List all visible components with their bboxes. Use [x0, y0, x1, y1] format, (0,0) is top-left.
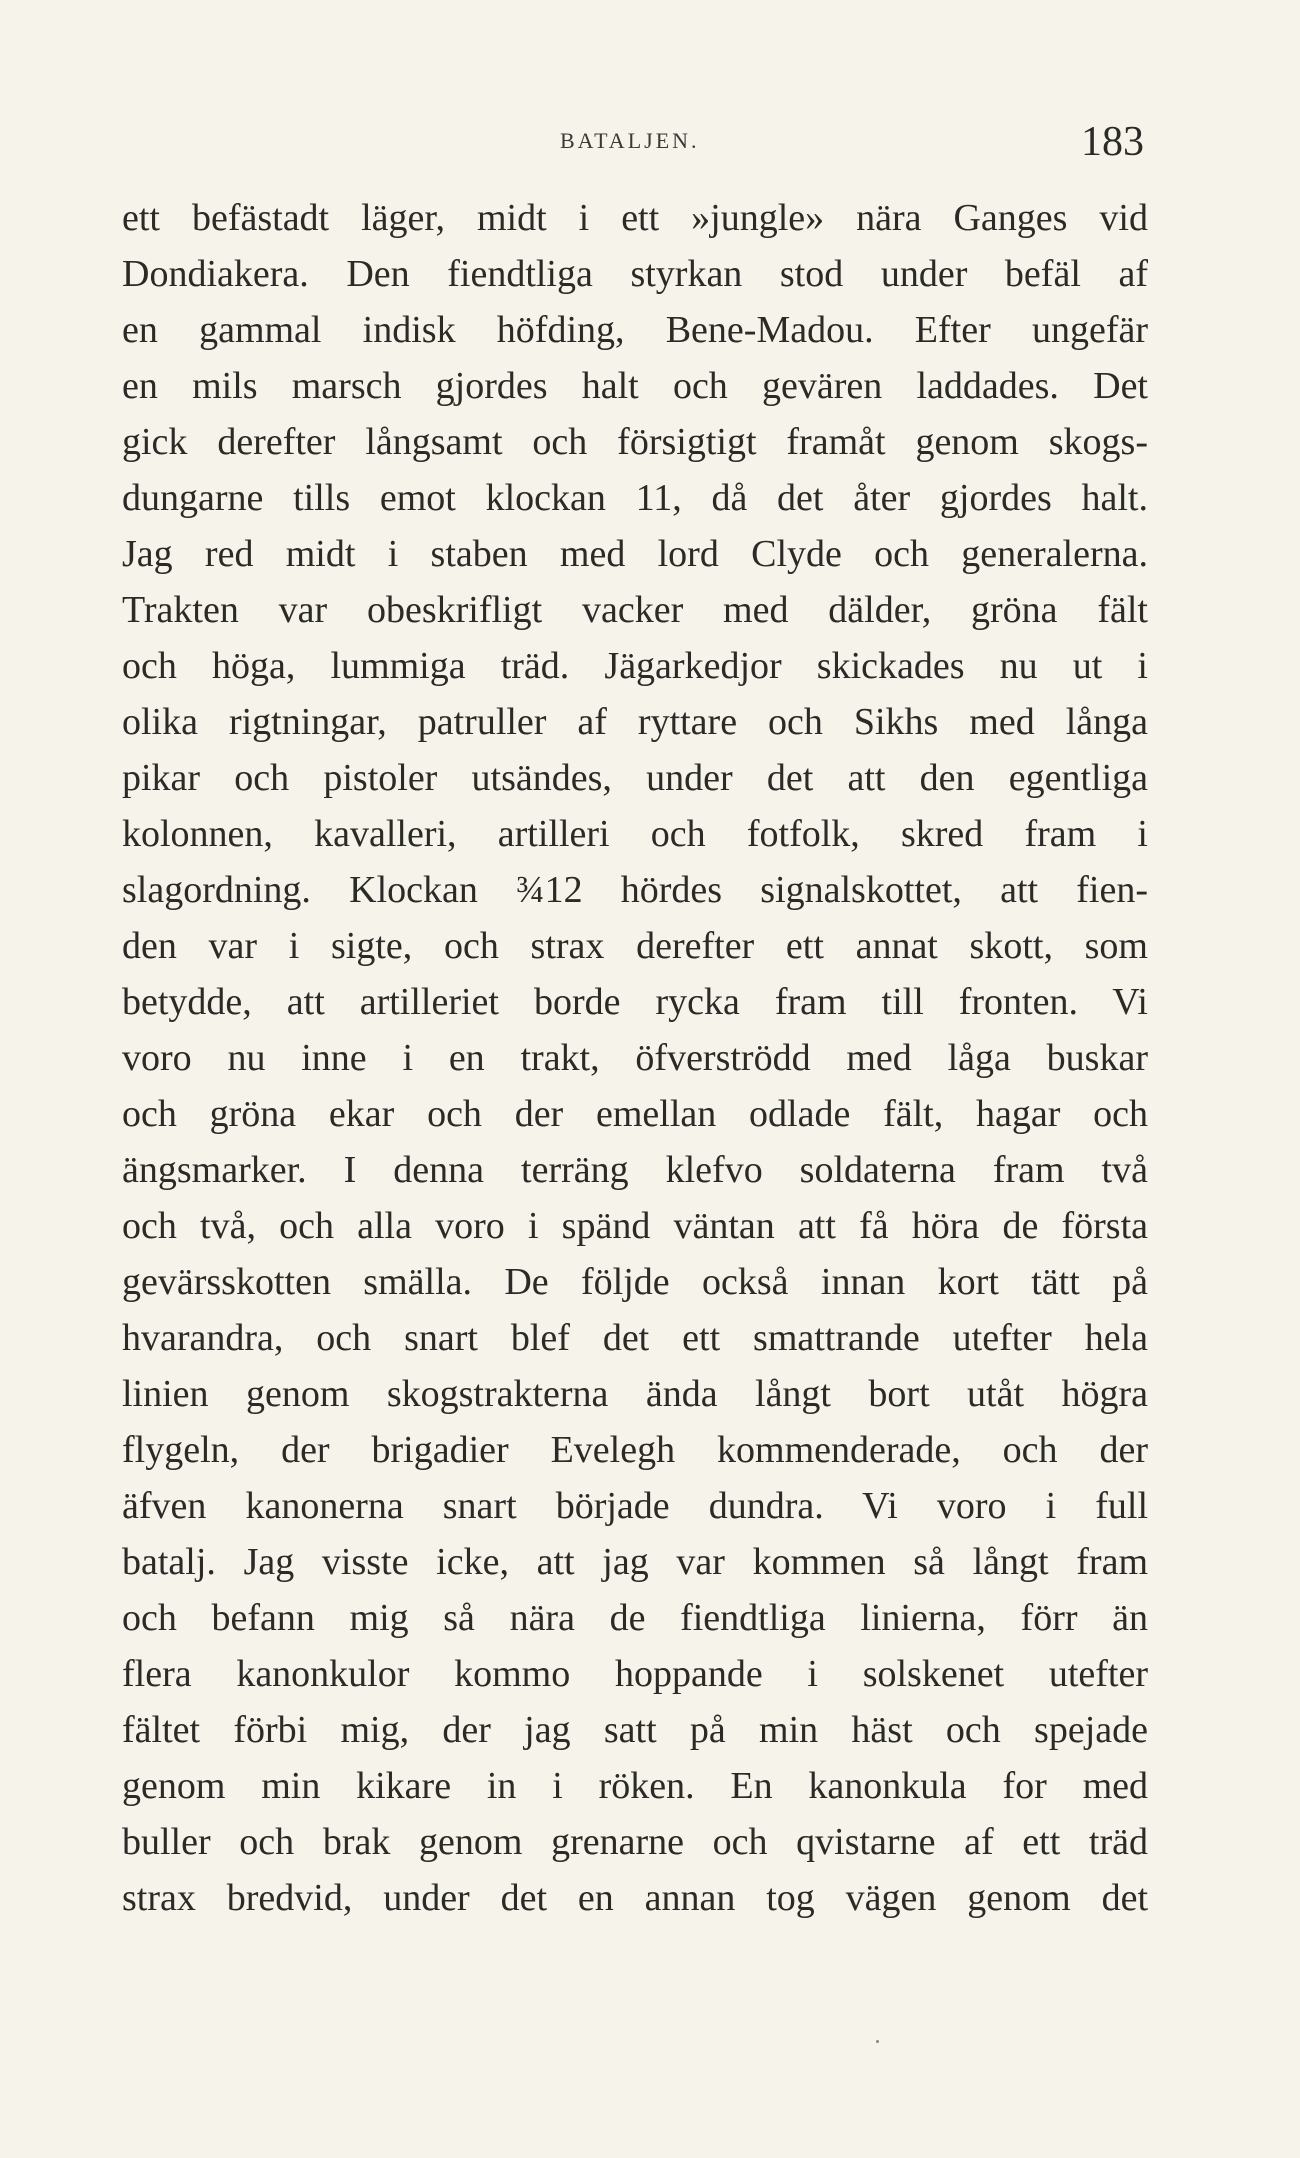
text-line: genom min kikare in i röken. En kanonkula for med	[122, 1765, 1148, 1807]
text-line: Trakten var obeskrifligt vacker med dälder, gröna fält	[122, 589, 1148, 631]
text-line: hvarandra, och snart blef det ett smattrande utefter hela	[122, 1317, 1148, 1359]
text-line: betydde, att artilleriet borde rycka fram till fronten. Vi	[122, 981, 1148, 1023]
body-text	[122, 190, 1148, 1926]
text-line: slagordning. Klockan ¾12 hördes signalskottet, att fien-	[122, 869, 1148, 911]
text-line: och två, och alla voro i spänd väntan att få höra de första	[122, 1205, 1148, 1247]
text-line: gick derefter långsamt och försigtigt framåt genom skogs-	[122, 421, 1148, 463]
text-line: och gröna ekar och der emellan odlade fält, hagar och	[122, 1093, 1148, 1135]
text-line: pikar och pistoler utsändes, under det att den egentliga	[122, 757, 1148, 799]
text-line: en gammal indisk höfding, Bene-Madou. Efter ungefär	[122, 309, 1148, 351]
text-line: ängsmarker. I denna terräng klefvo soldaterna fram två	[122, 1149, 1148, 1191]
text-line: Dondiakera. Den fiendtliga styrkan stod under befäl af	[122, 253, 1148, 295]
text-line: olika rigtningar, patruller af ryttare och Sikhs med långa	[122, 701, 1148, 743]
text-line: gevärsskotten smälla. De följde också innan kort tätt på	[122, 1261, 1148, 1303]
text-line: dungarne tills emot klockan 11, då det åter gjordes halt.	[122, 477, 1148, 519]
running-head: BATALJEN.	[560, 128, 700, 153]
text-line: den var i sigte, och strax derefter ett annat skott, som	[122, 925, 1148, 967]
text-line: voro nu inne i en trakt, öfverströdd med låga buskar	[122, 1037, 1148, 1079]
text-line: kolonnen, kavalleri, artilleri och fotfolk, skred fram i	[122, 813, 1148, 855]
paper-speck	[876, 2040, 879, 2043]
text-line: flera kanonkulor kommo hoppande i solskenet utefter	[122, 1653, 1148, 1695]
text-line: och höga, lummiga träd. Jägarkedjor skickades nu ut i	[122, 645, 1148, 687]
text-line: en mils marsch gjordes halt och gevären laddades. Det	[122, 365, 1148, 407]
text-line: linien genom skogstrakterna ända långt bort utåt högra	[122, 1373, 1148, 1415]
text-line: fältet förbi mig, der jag satt på min häst och spejade	[122, 1709, 1148, 1751]
page-number: 183	[1081, 119, 1144, 165]
text-line: strax bredvid, under det en annan tog vägen genom det	[122, 1877, 1148, 1919]
text-line: batalj. Jag visste icke, att jag var kommen så långt fram	[122, 1541, 1148, 1583]
text-line: Jag red midt i staben med lord Clyde och generalerna.	[122, 533, 1148, 575]
text-line: äfven kanonerna snart började dundra. Vi voro i full	[122, 1485, 1148, 1527]
text-line: ett befästadt läger, midt i ett »jungle» nära Ganges vid	[122, 197, 1148, 239]
text-line: buller och brak genom grenarne och qvistarne af ett träd	[122, 1821, 1148, 1863]
text-line: och befann mig så nära de fiendtliga linierna, förr än	[122, 1597, 1148, 1639]
text-line: flygeln, der brigadier Evelegh kommenderade, och der	[122, 1429, 1148, 1471]
